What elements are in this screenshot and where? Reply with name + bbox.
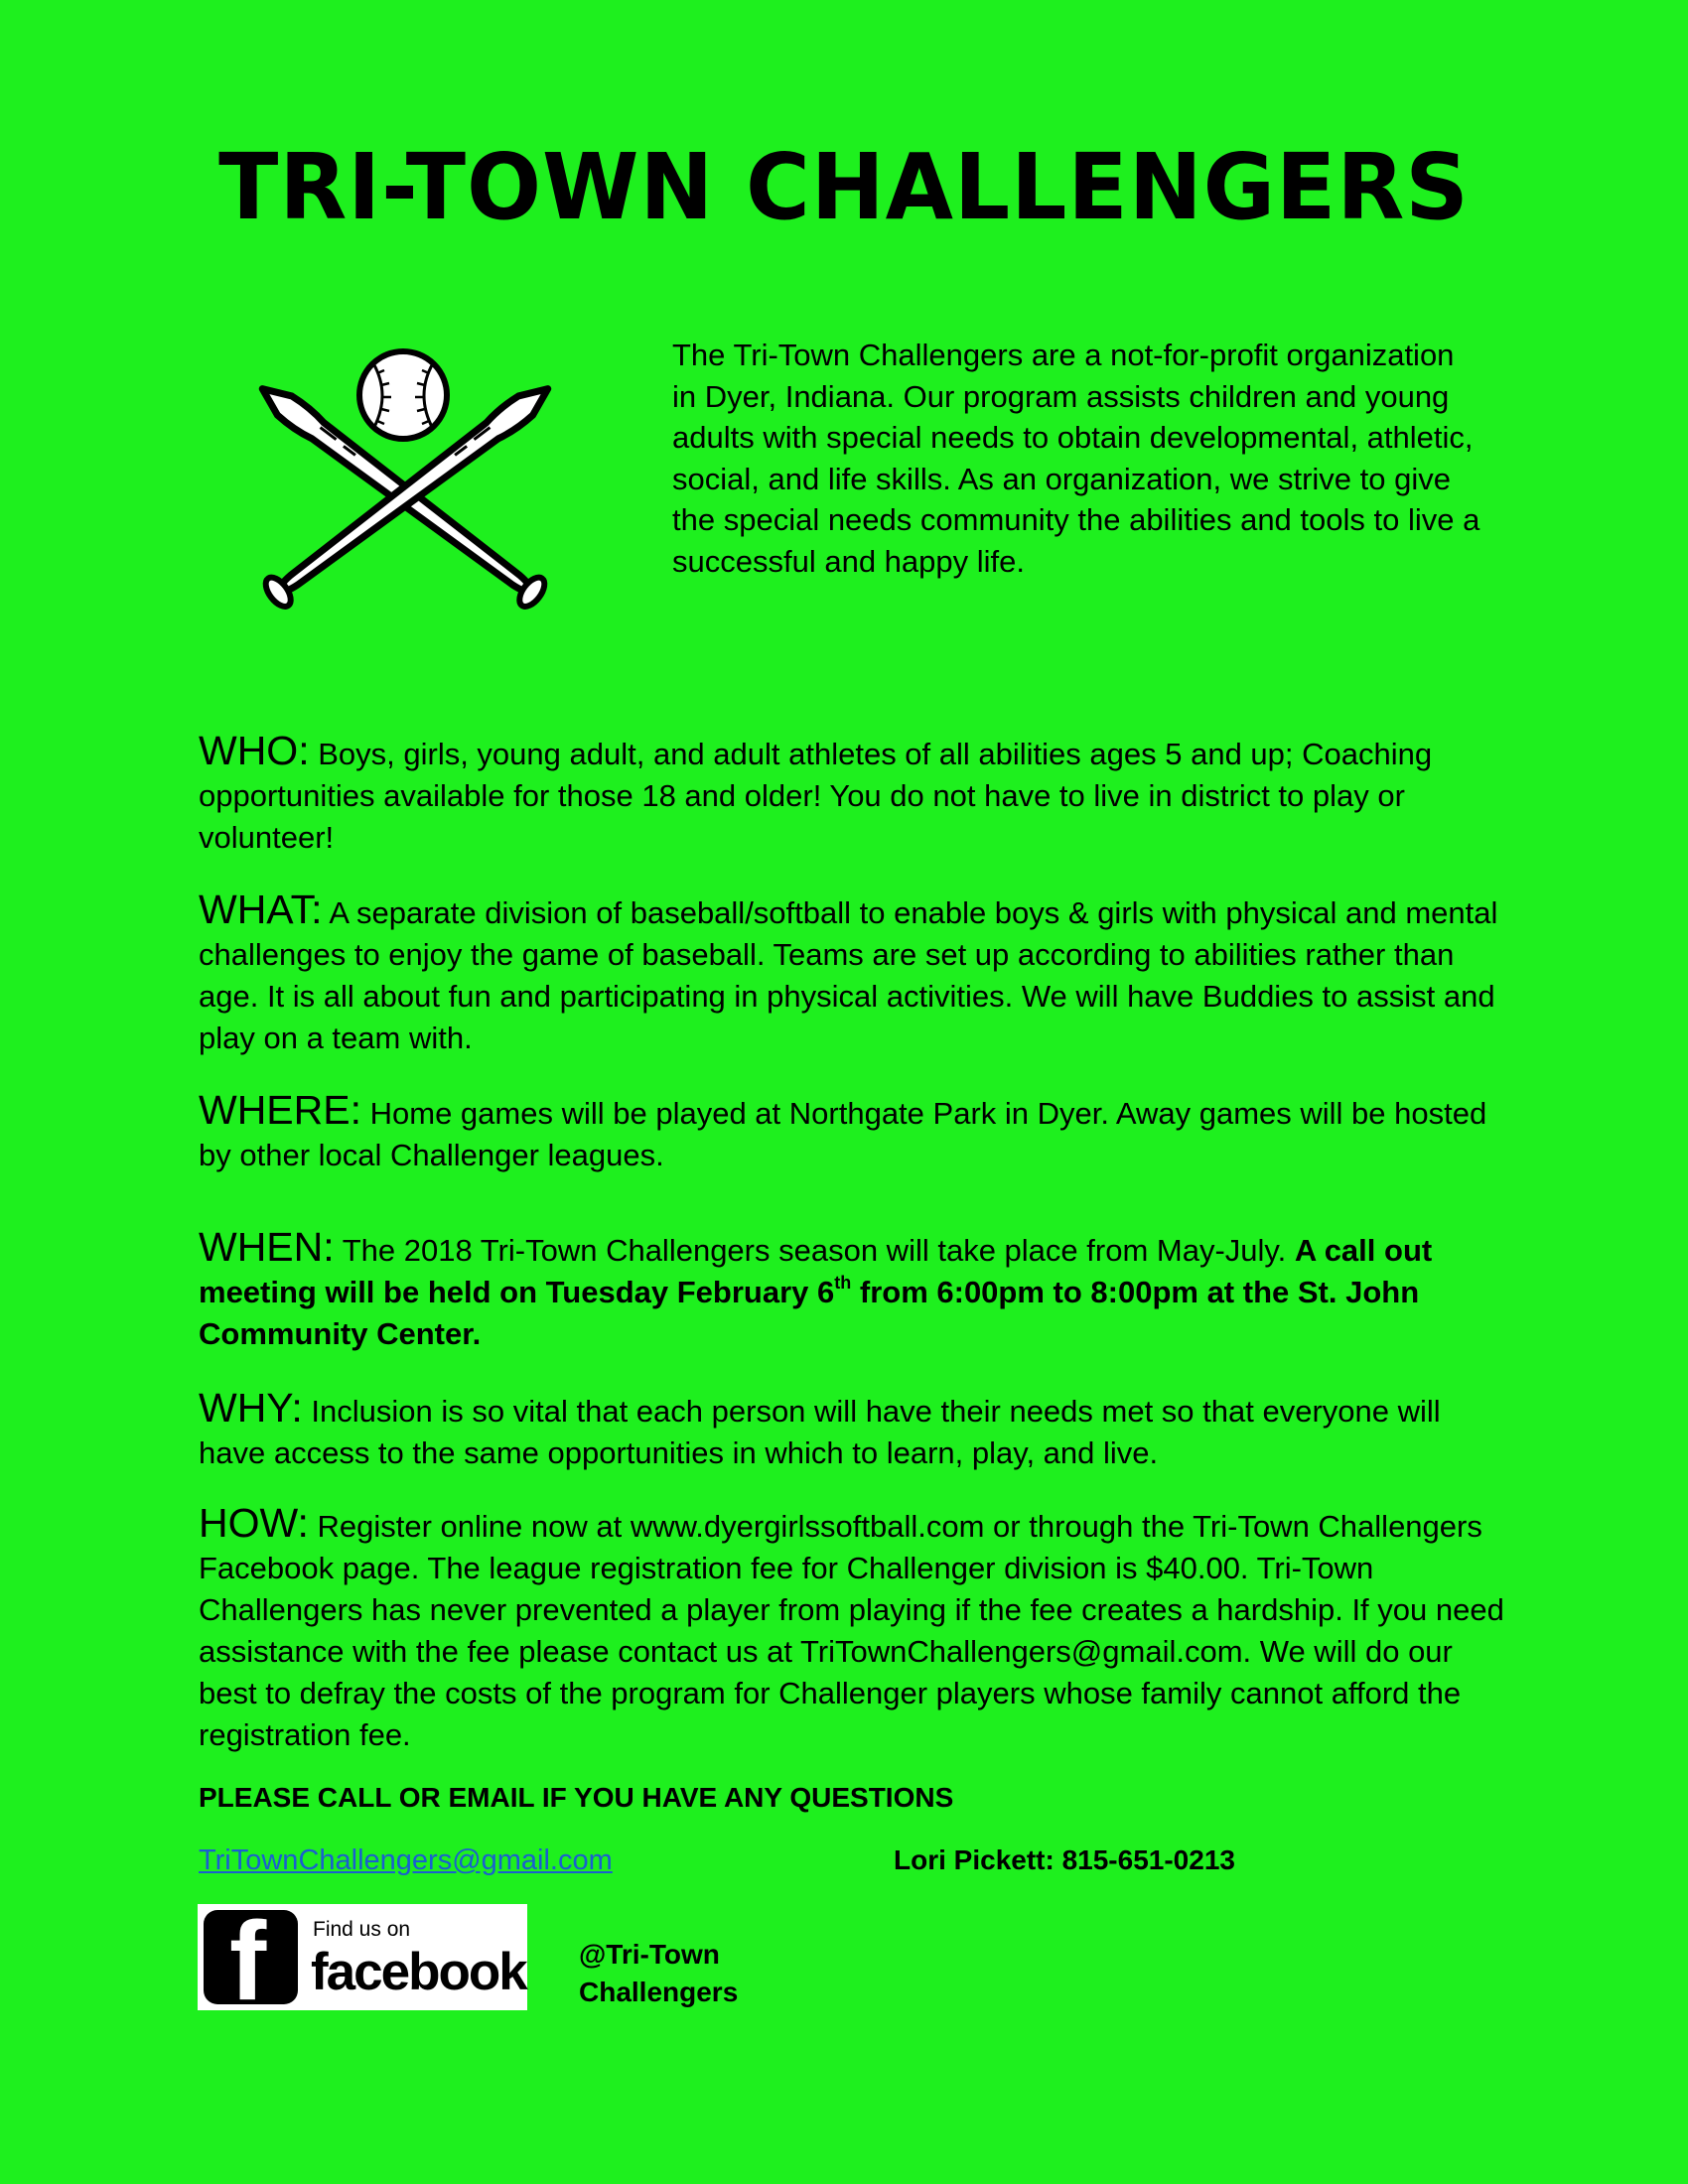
why-text: Inclusion is so vital that each person will have their needs met so that everyone will have access to the same opportunities in which to learn, play, and live. (199, 1394, 1441, 1470)
what-label: WHAT: (199, 887, 323, 932)
page-title: TRI-TOWN CHALLENGERS (218, 134, 1470, 240)
crossed-bats-logo (226, 338, 584, 655)
what-section (199, 888, 1509, 1059)
intro-paragraph: The Tri-Town Challengers are a not-for-profit organization in Dyer, Indiana. Our program assists children and young adults with special needs to obtain developmental, athletic, social, and life skills. As an organization, we strive to give the special needs community the abilities and tools to live a successful and happy life. (672, 338, 1480, 579)
baseball-bats-icon (226, 338, 584, 655)
why-section (199, 1387, 1509, 1474)
meeting-date: A call out meeting will be held on Tuesday February 6 (199, 1233, 1433, 1309)
where-text: Home games will be played at Northgate Park in Dyer. Away games will be hosted by other local Challenger leagues. (199, 1096, 1487, 1172)
why-label: WHY: (199, 1385, 303, 1431)
questions-heading: PLEASE CALL OR EMAIL IF YOU HAVE ANY QUESTIONS (199, 1782, 954, 1813)
who-label: WHO: (199, 728, 310, 773)
date-suffix: th (834, 1273, 852, 1293)
when-text: The 2018 Tri-Town Challengers season will take place from May-July. (342, 1233, 1287, 1268)
who-text: Boys, girls, young adult, and adult athletes of all abilities ages 5 and up; Coaching opportunities available for those 18 and older! You do not have to live in district to play or volunteer! (199, 737, 1433, 855)
what-text: A separate division of baseball/softball to enable boys & girls with physical and mental challenges to enjoy the game of baseball. Teams are set up according to abilities rather than age. It is all about fun and participating in physical activities. We will have Buddies to assist and play on a team with. (199, 895, 1498, 1055)
where-section (199, 1089, 1509, 1176)
how-section (199, 1502, 1509, 1756)
facebook-icon (204, 1899, 298, 2023)
find-us-text: Find us on (313, 1918, 411, 1941)
contact-phone: Lori Pickett: 815-651-0213 (894, 1844, 1235, 1875)
meeting-time-location: from 6:00pm to 8:00pm at the St. John Community Center. (199, 1275, 1420, 1351)
how-text: Register online now at www.dyergirlssoftball.com or through the Tri-Town Challengers Facebook page. The league registration fee for Challenger division is $40.00. Tri-Town Challengers has never prevented a player from playing if the fee creates a hardship. If you need assistance with the fee please contact us at TriTownChallengers@gmail.com. We will do our best to defray the costs of the program for Challenger players whose family cannot afford the registration fee. (199, 1509, 1504, 1752)
facebook-handle: @Tri-Town Challengers (579, 1939, 739, 2007)
when-label: WHEN: (199, 1224, 335, 1270)
where-label: WHERE: (199, 1087, 361, 1133)
who-section (199, 730, 1509, 859)
email-link[interactable]: TriTownChallengers@gmail.com (199, 1844, 613, 1876)
how-label: HOW: (199, 1500, 309, 1546)
when-section (199, 1226, 1509, 1355)
facebook-wordmark: facebook (311, 1943, 526, 2001)
facebook-badge[interactable] (198, 1899, 527, 2023)
facebook-icon-letter: f (229, 1899, 267, 2023)
